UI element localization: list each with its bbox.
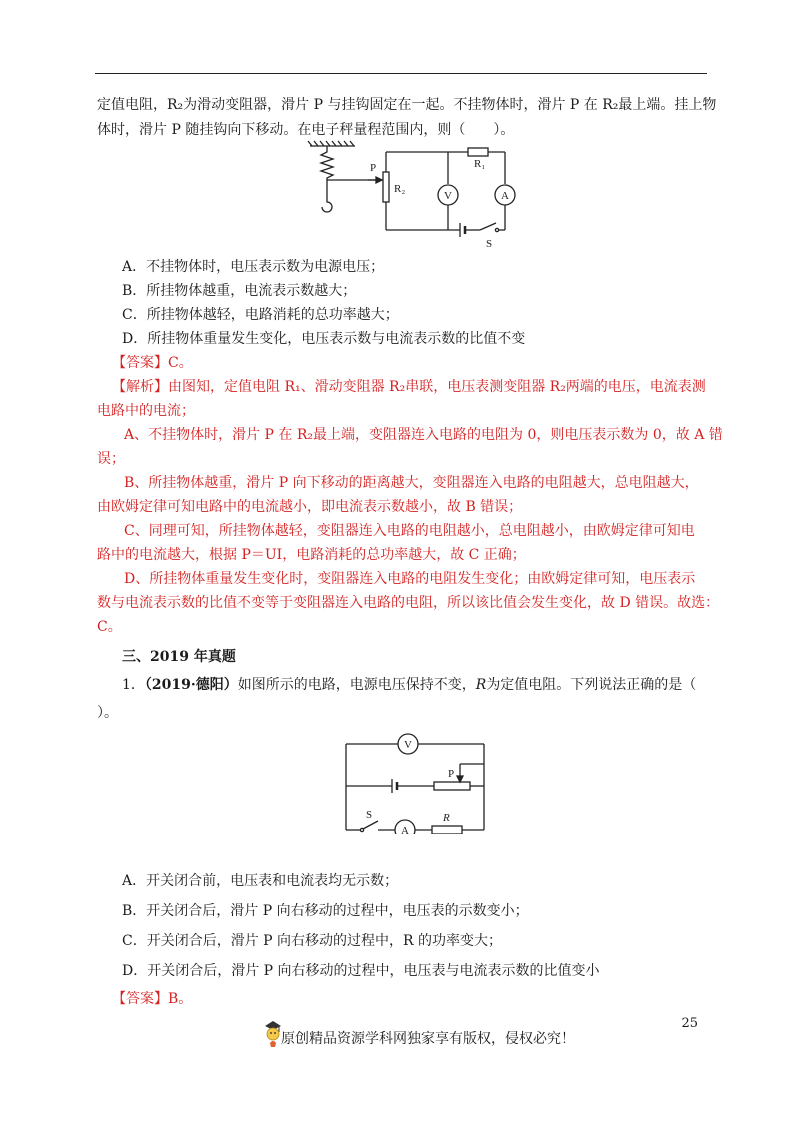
answer-2: 【答案】B。: [112, 991, 193, 1007]
label-p: P: [370, 162, 377, 174]
label-r2: R₂: [394, 183, 406, 195]
analysis-line-6: 由欧姆定律可知电路中的电流越小，即电流表示数越小，故 B 错误；: [97, 499, 523, 515]
analysis-line-1: 【解析】由图知，定值电阻 R₁、滑动变阻器 R₂串联，电压表测变阻器 R₂两端的电压，电流表测: [112, 379, 706, 395]
question-r: R: [475, 677, 487, 693]
analysis-line-11: C。: [97, 619, 122, 635]
header-rule: [95, 73, 707, 74]
analysis-line-8: 路中的电流越大，根据 P＝UI，电路消耗的总功率越大，故 C 正确；: [97, 547, 526, 563]
analysis-line-7: C、同理可知，所挂物体越轻，变阻器连入电路的电阻越小，总电阻越小，由欧姆定律可知电: [110, 523, 695, 539]
analysis-line-2: 电路中的电流；: [97, 403, 195, 419]
option-2a: A．开关闭合前，电压表和电流表均无示数；: [122, 873, 399, 889]
label-r1: R₁: [474, 158, 486, 170]
label-a: A: [501, 190, 509, 202]
question-text-2: 为定值电阻。下列说法正确的是（: [486, 677, 697, 693]
question-number: 1．: [122, 677, 145, 693]
intro-line-2: 体时，滑片 P 随挂钩向下移动。在电子秤量程范围内，则（ ）。: [97, 122, 515, 138]
footer: [263, 1016, 593, 1056]
analysis-line-4: 误；: [97, 451, 125, 467]
analysis-line-9: D、所挂物体重量发生变化时，变阻器连入电路的电阻发生变化；由欧姆定律可知，电压表示: [110, 571, 696, 587]
label-v: V: [404, 739, 412, 751]
label-s: S: [486, 238, 493, 250]
label-r: R: [443, 812, 450, 824]
circuit-diagram-1: [300, 140, 530, 252]
label-s: S: [366, 809, 373, 821]
option-2b: B．开关闭合后，滑片 P 向右移动的过程中，电压表的示数变小；: [122, 903, 529, 919]
question-1-line-2: ）。: [97, 705, 118, 721]
section-heading: 三、2019 年真题: [122, 649, 236, 665]
option-1d: D．所挂物体重量发生变化，电压表示数与电流表示数的比值不变: [122, 331, 526, 347]
label-a: A: [401, 825, 409, 834]
page-number: 25: [681, 1016, 698, 1031]
analysis-line-5: B、所挂物体越重，滑片 P 向下移动的距离越大，变阻器连入电路的电阻越大，总电阻越大，: [110, 475, 699, 491]
question-source: （2019·德阳）: [144, 677, 238, 693]
analysis-line-10: 数与电流表示数的比值不变等于变阻器连入电路的电阻，所以该比值会发生变化，故 D 错误。故选：: [97, 595, 720, 611]
option-2c: C．开关闭合后，滑片 P 向右移动的过程中，R 的功率变大；: [122, 933, 503, 949]
option-2d: D．开关闭合后，滑片 P 向右移动的过程中，电压表与电流表示数的比值变小: [122, 963, 600, 979]
intro-line-1: 定值电阻，R₂为滑动变阻器，滑片 P 与挂钩固定在一起。不挂物体时，滑片 P 在 R₂最上端。挂上物: [97, 97, 717, 113]
label-p: P: [448, 768, 455, 780]
mascot-icon: [263, 1020, 283, 1048]
label-v: V: [444, 190, 452, 202]
answer-1: 【答案】C。: [112, 355, 193, 371]
circuit-diagram-2: [340, 732, 500, 834]
footer-text: 原创精品资源学科网独家享有版权，侵权必究！: [281, 1031, 575, 1047]
analysis-line-3: A、不挂物体时，滑片 P 在 R₂最上端，变阻器连入电路的电阻为 0，则电压表示数为 0，故 A 错: [110, 427, 723, 443]
question-text: 如图所示的电路，电源电压保持不变，: [237, 677, 476, 693]
option-1a: A．不挂物体时，电压表示数为电源电压；: [122, 259, 385, 275]
option-1c: C．所挂物体越轻，电路消耗的总功率越大；: [122, 307, 399, 323]
option-1b: B．所挂物体越重，电流表示数越大；: [122, 283, 357, 299]
question-1-line-1: [122, 676, 696, 694]
